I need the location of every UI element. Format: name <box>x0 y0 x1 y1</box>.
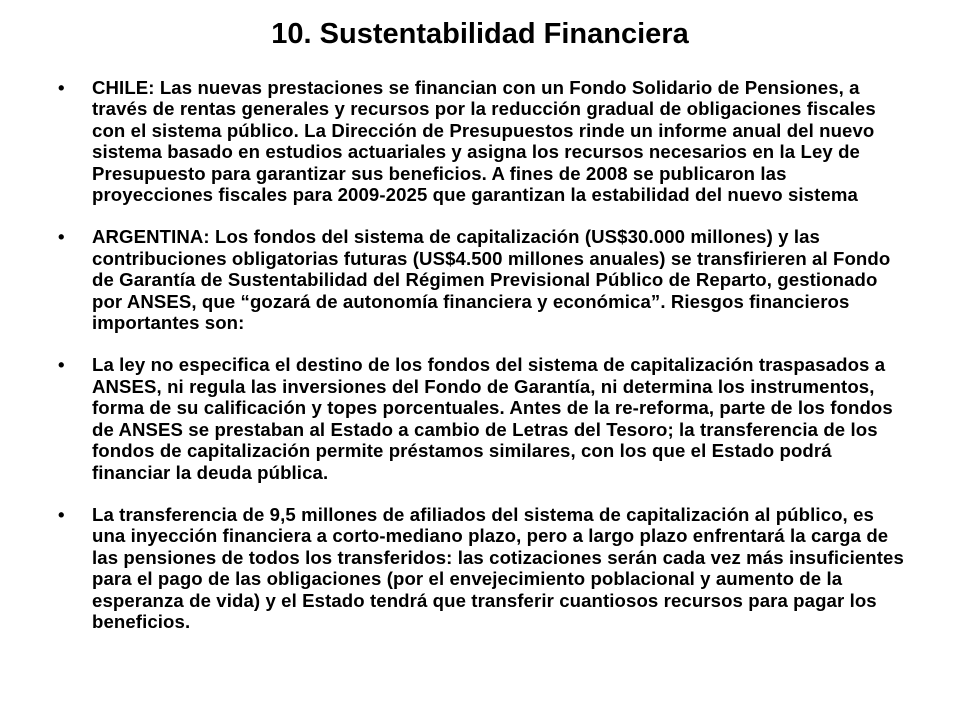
slide-title: 10. Sustentabilidad Financiera <box>271 18 689 50</box>
bullet-chile: • CHILE: Las nuevas prestaciones se financian con un Fondo Solidario de Pensiones, a través de rentas generales y recursos por la reducción gradual de obligaciones fiscales con el sistema público. La Dirección de Presupuestos rinde un informe anual del nuevo sistema basado en estudios actuariales y asigna los recursos necesarios en la Ley de Presupuesto para garantizar sus beneficios. A fines de 2008 se publicaron las proyecciones fiscales para 2009-2025 que garantizan la estabilidad del nuevo sistema <box>56 77 906 205</box>
bullet-list <box>56 77 906 653</box>
bullet-ley-destino-fondos: • La ley no especifica el destino de los fondos del sistema de capitalización traspasados a ANSES, ni regula las inversiones del Fondo de Garantía, ni determina los instrumentos, forma de su calificación y topes porcentuales. Antes de la re-reforma, parte de los fondos de ANSES se prestaban al Estado a cambio de Letras del Tesoro; la transferencia de los fondos de capitalización permite préstamos similares, con los que el Estado podrá financiar la deuda pública. <box>56 354 906 482</box>
bullet-argentina: • ARGENTINA: Los fondos del sistema de capitalización (US$30.000 millones) y las contribuciones obligatorias futuras (US$4.500 millones anuales) se transfirieren al Fondo de Garantía de Sustentabilidad del Régimen Previsional Público de Reparto, gestionado por ANSES, que “gozará de autonomía financiera y económica”. Riesgos financieros importantes son: <box>56 226 906 333</box>
bullet-transferencia-afiliados: • La transferencia de 9,5 millones de afiliados del sistema de capitalización al público, es una inyección financiera a corto-mediano plazo, pero a largo plazo enfrentará la carga de las pensiones de todos los transferidos: las cotizaciones serán cada vez más insuficientes para el pago de las obligaciones (por el envejecimiento poblacional y aumento de la esperanza de vida) y el Estado tendrá que transferir cuantiosos recursos para pagar los beneficios. <box>56 504 906 632</box>
